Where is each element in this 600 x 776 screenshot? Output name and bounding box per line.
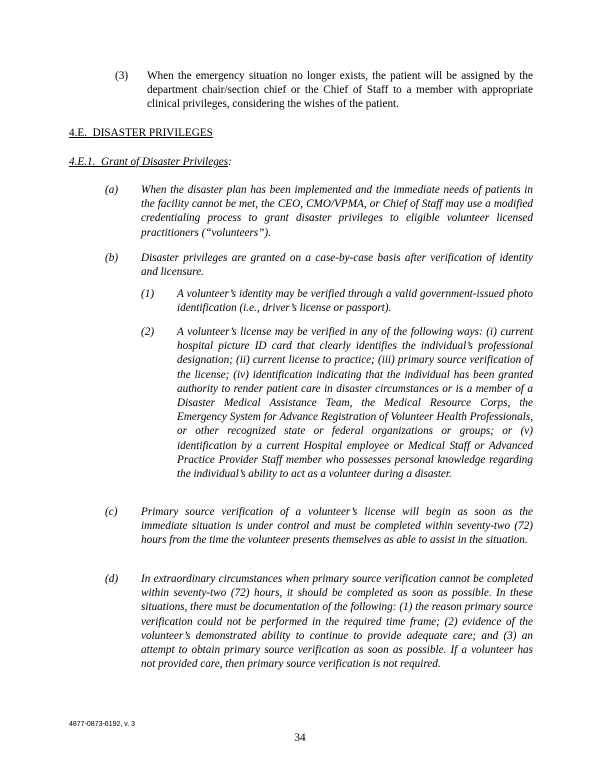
section-heading-number: 4.E.: [69, 127, 88, 139]
paragraph-a-text: When the disaster plan has been implemented and the immediate needs of patients in the facility cannot be met, the CEO, CMO/VPMA, or Chief of Staff may use a modified credentialing process to grant disaster privileges to eligible volunteer licensed practitioners (“volunteers”).: [141, 184, 533, 239]
paragraph-a-label: (a): [105, 184, 119, 196]
subsection-heading: [69, 155, 232, 169]
paragraph-c-text: Primary source verification of a volunteer’s license will begin as soon as the immediate situation is under control and must be completed within seventy-two (72) hours from the time the volunteer presents themselves as able to assist in the situation.: [141, 506, 533, 547]
subsection-title: Grant of Disaster Privileges: [101, 156, 229, 168]
page-number: 34: [294, 732, 306, 744]
paragraph-b-text: Disaster privileges are granted on a case-by-case basis after verification of identity and licensure.: [141, 252, 533, 279]
subsection-number: 4.E.1.: [69, 156, 96, 168]
paragraph-b-label: (b): [105, 252, 119, 264]
paragraph-b1-text: A volunteer’s identity may be verified through a valid government-issued photo identification (i.e., driver’s license or passport).: [177, 288, 533, 315]
paragraph-d-label: (d): [105, 573, 119, 585]
paragraph-b1-label: (1): [141, 288, 155, 300]
footer-document-id: 4877-0873-6192, v. 3: [69, 721, 136, 728]
item-3-text: When the emergency situation no longer exists, the patient will be assigned by the department chair/section chief or the Chief of Staff to a member with appropriate clinical privileges, considering the wishes of the patient.: [147, 70, 533, 111]
section-heading: [69, 126, 213, 140]
paragraph-d-text: In extraordinary circumstances when primary source verification cannot be completed within seventy-two (72) hours, it should be completed as soon as possible. In these situations, there must be documentation of the following: (1) the reason primary source verification could not be performed in the required time frame; (2) evidence of the volunteer’s demonstrated ability to continue to provide adequate care; and (3) an attempt to obtain primary source verification as soon as possible. If a volunteer has not provided care, then primary source verification is not required.: [141, 573, 533, 671]
section-heading-title: DISASTER PRIVILEGES: [92, 127, 213, 139]
subsection-colon: :: [228, 156, 232, 168]
paragraph-b2-text: A volunteer’s license may be verified in any of the following ways: (i) current hospital picture ID card that clearly identifies the individual’s professional designation; (ii) current license to practice; (iii) primary source verification of the license; (iv) identification indicating that the individual has been granted authority to render patient care in disaster circumstances or is a member of a Disaster Medical Assistance Team, the Medical Resource Corps, the Emergency System for Advance Registration of Volunteer Health Professionals, or other recognized state or federal organizations or groups; or (v) identification by a current Hospital employee or Medical Staff or Advanced Practice Provider Staff member who possesses personal knowledge regarding the individual’s ability to act as a volunteer during a disaster.: [177, 326, 533, 481]
item-3-number: (3): [115, 70, 129, 82]
paragraph-b2-label: (2): [141, 326, 155, 338]
paragraph-c-label: (c): [105, 506, 118, 518]
